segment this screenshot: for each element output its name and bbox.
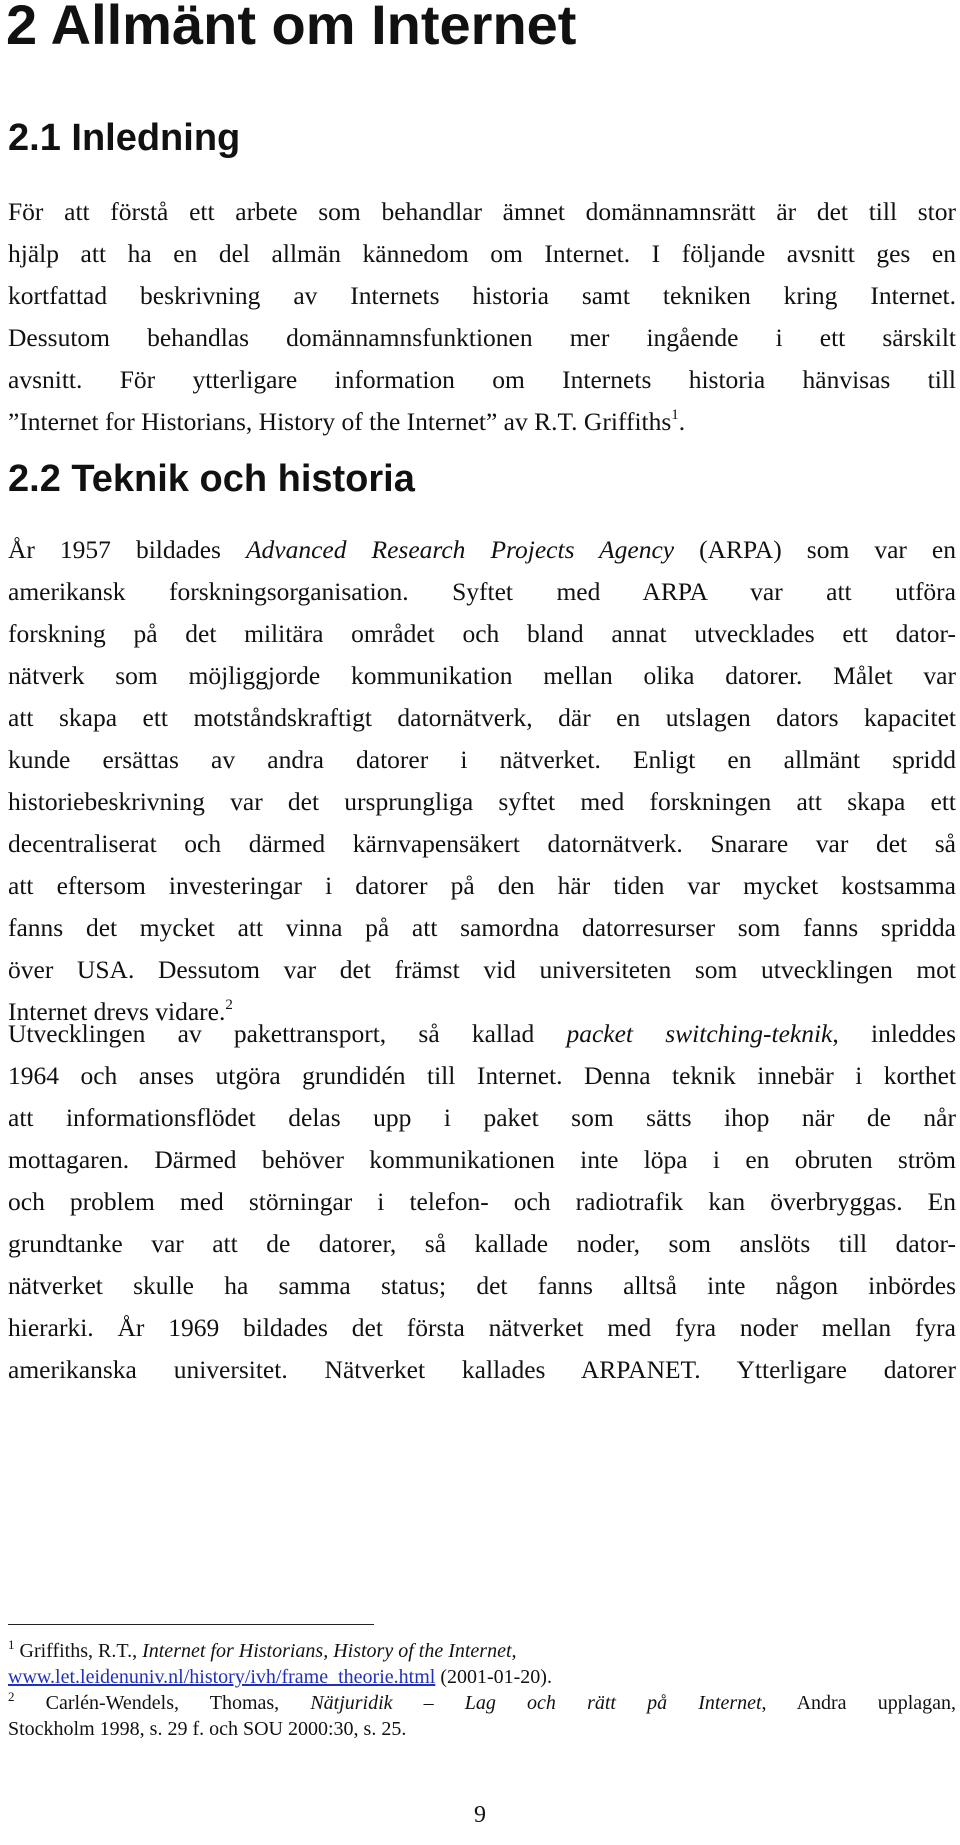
- footnote-1-cont: [8, 1664, 956, 1690]
- text-line: amerikansk forskningsorganisation. Syftet med ARPA var att utföra: [8, 577, 956, 606]
- page-number: 9: [474, 1802, 486, 1828]
- footnote-reference: 1: [671, 407, 679, 423]
- text-line: [8, 1013, 956, 1055]
- section-heading-teknik: 2.2 Teknik och historia: [8, 458, 415, 500]
- paragraph-inledning: [8, 191, 956, 443]
- text-run: Utvecklingen av pakettransport, så kallad: [8, 1019, 567, 1048]
- paragraph-arpa: [8, 529, 956, 1033]
- sentence-end: .: [678, 407, 686, 436]
- text-line: grundtanke var att de datorer, så kallade noder, som anslöts till dator-: [8, 1229, 956, 1258]
- footnotes: [8, 1638, 956, 1742]
- text-line: över USA. Dessutom var det främst vid universiteten som utvecklingen mot: [8, 955, 956, 984]
- text-line: [8, 529, 956, 571]
- text-line: avsnitt. För ytterligare information om Internets historia hänvisas till: [8, 365, 956, 394]
- text-run: (2001-01-20).: [435, 1666, 552, 1688]
- italic-term: packet switching-teknik: [566, 1019, 833, 1048]
- footnote-separator: [8, 1624, 374, 1625]
- text-line: att informationsflödet delas upp i paket som sätts ihop när de når: [8, 1103, 956, 1132]
- text-line: att eftersom investeringar i datorer på den här tiden var mycket kostsamma: [8, 871, 956, 900]
- text-line: fanns det mycket att vinna på att samordna datorresurser som fanns spridda: [8, 913, 956, 942]
- text-line: mottagaren. Därmed behöver kommunikationen inte löpa i en obruten ström: [8, 1145, 956, 1174]
- italic-title: Internet for Historians, History of the Internet,: [142, 1640, 517, 1662]
- text-line: kunde ersättas av andra datorer i nätverket. Enligt en allmänt spridd: [8, 745, 956, 774]
- text-line: hjälp att ha en del allmän kännedom om Internet. I följande avsnitt ges en: [8, 239, 956, 268]
- chapter-title: 2 Allmänt om Internet: [6, 0, 577, 56]
- italic-term: Advanced Research Projects Agency: [245, 535, 675, 564]
- text-run: Carlén-Wendels, Thomas,: [14, 1692, 311, 1714]
- italic-title: Nätjuridik – Lag och rätt på Internet: [310, 1692, 762, 1714]
- text-run: Griffiths, R.T.,: [14, 1640, 143, 1662]
- footnote-reference: 2: [225, 997, 233, 1013]
- text-run: (ARPA) som var en: [674, 535, 956, 564]
- footnote-1: [8, 1638, 956, 1664]
- text-line: historiebeskrivning var det ursprungliga syftet med forskningen att skapa ett: [8, 787, 956, 816]
- text-line: forskning på det militära området och bland annat utvecklades ett dator-: [8, 619, 956, 648]
- text-line: [8, 401, 956, 443]
- text-line: och problem med störningar i telefon- och radiotrafik kan överbryggas. En: [8, 1187, 956, 1216]
- footnote-mark: 2: [8, 1689, 15, 1704]
- text-run: År 1957 bildades: [8, 535, 246, 564]
- text-line: kortfattad beskrivning av Internets historia samt tekniken kring Internet.: [8, 281, 956, 310]
- citation-text: ”Internet for Historians, History of the Internet” av R.T. Griffiths: [8, 407, 672, 436]
- text-line: nätverk som möjliggjorde kommunikation mellan olika datorer. Målet var: [8, 661, 956, 690]
- text-line: nätverket skulle ha samma status; det fanns alltså inte någon inbördes: [8, 1271, 956, 1300]
- text-line: amerikanska universitet. Nätverket kallades ARPANET. Ytterligare datorer: [8, 1355, 956, 1384]
- text-line: För att förstå ett arbete som behandlar ämnet domännamnsrätt är det till stor: [8, 197, 956, 226]
- text-line: decentraliserat och därmed kärnvapensäkert datornätverk. Snarare var det så: [8, 829, 956, 858]
- text-run: Internet drevs vidare.: [8, 997, 226, 1026]
- footnote-2-cont: Stockholm 1998, s. 29 f. och SOU 2000:30, s. 25.: [8, 1718, 407, 1740]
- section-heading-inledning: 2.1 Inledning: [8, 117, 241, 159]
- text-line: Dessutom behandlas domännamnsfunktionen mer ingående i ett särskilt: [8, 323, 956, 352]
- footnote-link[interactable]: www.let.leidenuniv.nl/history/ivh/frame_theorie.html: [8, 1666, 436, 1688]
- footnote-mark: 1: [8, 1637, 15, 1652]
- text-run: , inleddes: [832, 1019, 956, 1048]
- text-line: 1964 och anses utgöra grundidén till Internet. Denna teknik innebär i korthet: [8, 1061, 956, 1090]
- text-line: hierarki. År 1969 bildades det första nätverket med fyra noder mellan fyra: [8, 1313, 956, 1342]
- paragraph-packet-switching: [8, 1013, 956, 1391]
- text-run: , Andra upplagan,: [761, 1692, 956, 1714]
- text-line: att skapa ett motståndskraftigt datornätverk, där en utslagen dators kapacitet: [8, 703, 956, 732]
- footnote-2: [8, 1690, 956, 1716]
